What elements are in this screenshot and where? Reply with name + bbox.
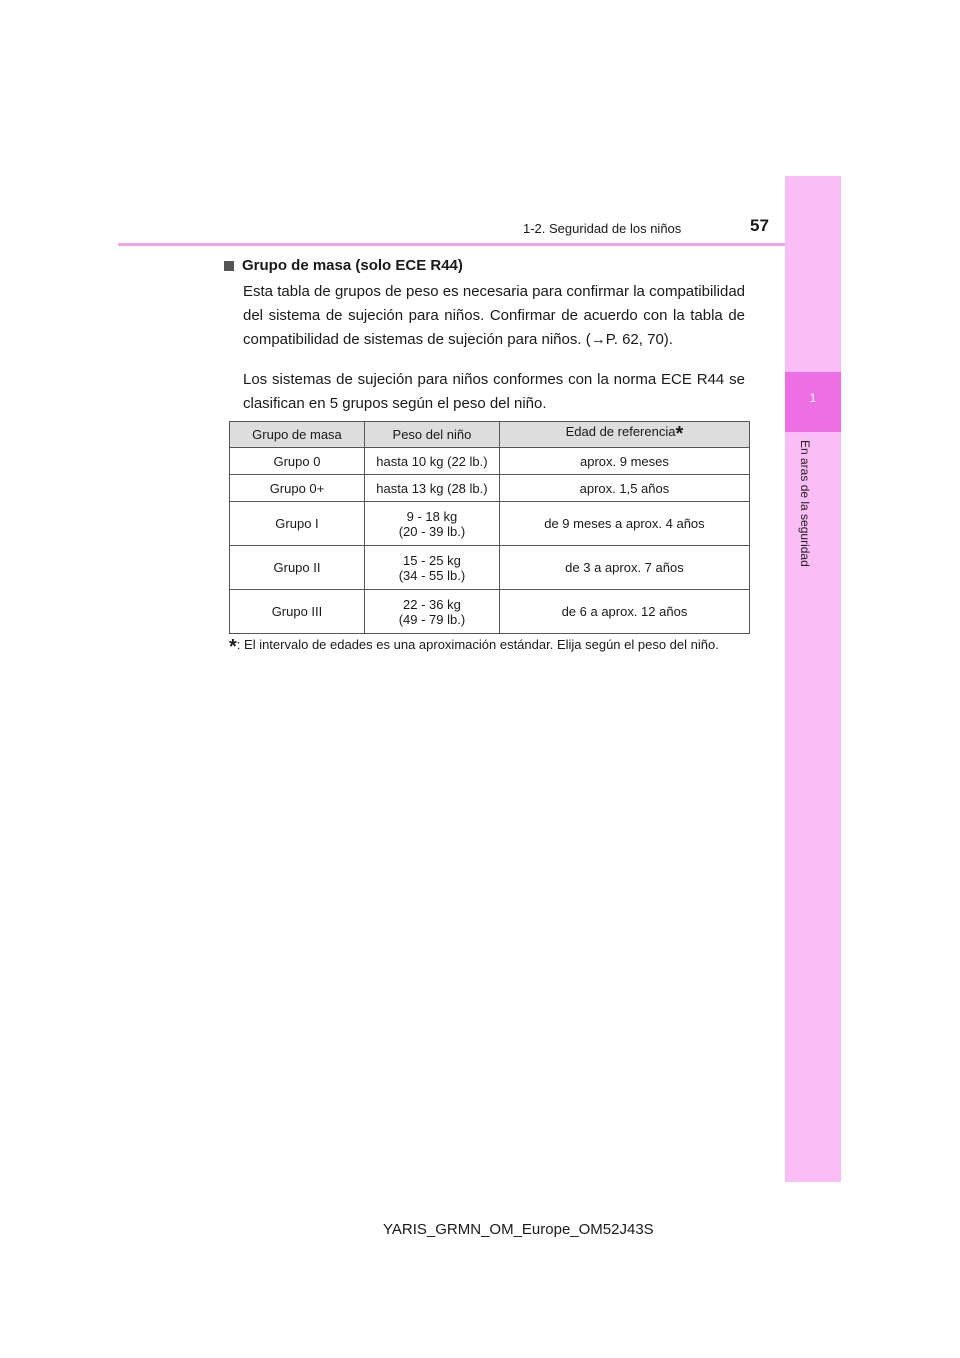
header-age-label: Edad de referencia [565, 424, 676, 439]
cell-group: Grupo II [230, 546, 365, 590]
cell-weight [364, 590, 499, 634]
asterisk-marker: * [675, 423, 684, 445]
table-row [230, 590, 750, 634]
cell-age: de 9 meses a aprox. 4 años [499, 502, 749, 546]
header-divider [118, 243, 785, 246]
header-weight: Peso del niño [364, 422, 499, 448]
header-age [499, 422, 749, 448]
table-row [230, 448, 750, 475]
document-id: YARIS_GRMN_OM_Europe_OM52J43S [383, 1221, 654, 1238]
weight-group-table [229, 421, 750, 634]
chapter-label: En aras de la seguridad [798, 440, 812, 567]
cell-weight [364, 502, 499, 546]
table-header-row [230, 422, 750, 448]
section-heading [224, 257, 463, 274]
table-row [230, 546, 750, 590]
cell-age: aprox. 1,5 años [499, 475, 749, 502]
footnote-marker: * [229, 636, 237, 658]
cell-age: de 6 a aprox. 12 años [499, 590, 749, 634]
weight-kg: 9 - 18 kg [406, 508, 458, 524]
chapter-number: 1 [809, 391, 817, 405]
heading-text: Grupo de masa (solo ECE R44) [242, 257, 463, 274]
cell-age: aprox. 9 meses [499, 448, 749, 475]
section-title: 1-2. Seguridad de los niños [523, 221, 682, 236]
weight-kg: 15 - 25 kg [403, 552, 461, 568]
weight-line: hasta 10 kg (22 lb.) [376, 453, 488, 469]
weight-lb: (49 - 79 lb.) [398, 611, 466, 627]
header-group: Grupo de masa [230, 422, 365, 448]
page-number: 57 [750, 216, 769, 235]
weight-lb: (34 - 55 lb.) [398, 567, 466, 583]
cell-group: Grupo III [230, 590, 365, 634]
weight-lb: (20 - 39 lb.) [398, 523, 466, 539]
paragraph-groups: Los sistemas de sujeción para niños conformes con la norma ECE R44 se clasifican en 5 grupos según el peso del niño. [243, 371, 745, 412]
weight-kg: 22 - 36 kg [403, 596, 461, 612]
cell-group: Grupo I [230, 502, 365, 546]
cell-weight [364, 475, 499, 502]
cell-group: Grupo 0+ [230, 475, 365, 502]
side-strip [785, 176, 841, 1182]
cell-weight [364, 546, 499, 590]
footnote [229, 636, 719, 659]
footnote-text: : El intervalo de edades es una aproximación estándar. Elija según el peso del niño. [236, 637, 719, 652]
paragraph-intro: Esta tabla de grupos de peso es necesaria para confirmar la compatibilidad del sistema de sujeción para niños. Confirmar de acuerdo con la tabla de compatibilidad de sistemas de sujeción para niños. (→P. 62, 70). [243, 283, 745, 348]
cell-weight [364, 448, 499, 475]
cell-group: Grupo 0 [230, 448, 365, 475]
square-bullet-icon [224, 261, 234, 271]
weight-line: hasta 13 kg (28 lb.) [376, 480, 488, 496]
table-row [230, 502, 750, 546]
cell-age: de 3 a aprox. 7 años [499, 546, 749, 590]
table-row [230, 475, 750, 502]
